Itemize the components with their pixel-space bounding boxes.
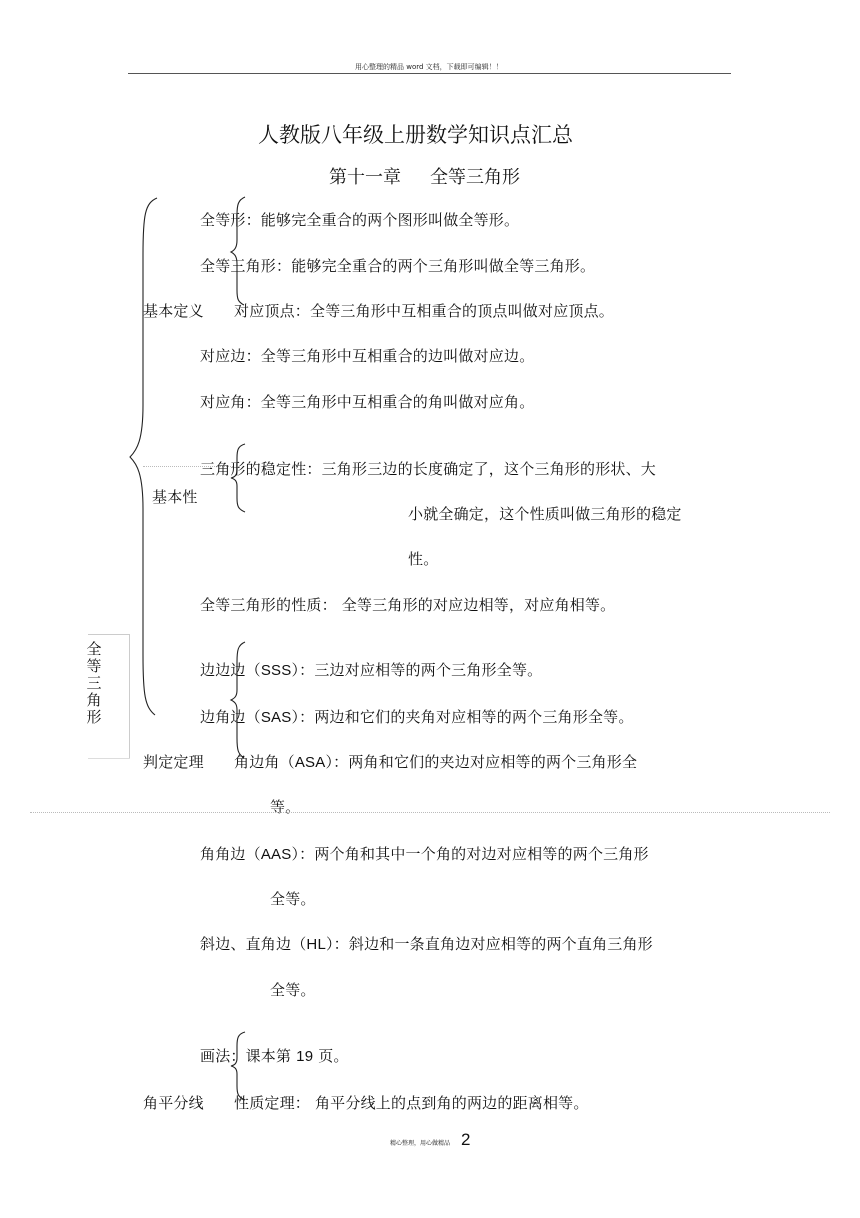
bisector-drawing-page: 19 [296,1048,314,1065]
criterion-sas [200,706,634,727]
page-footer: 精心整理，用心做精品 [390,1140,451,1147]
criterion-aas-continuation: 全等。 [270,890,316,908]
criteria-brace [228,640,248,760]
side-box-top [88,634,130,635]
criterion-sss [200,659,542,680]
definition-congruent-figure: 全等形：能够完全重合的两个图形叫做全等形。 [200,211,520,229]
bisector-drawing-prefix: 画法：课本第 [200,1047,297,1065]
chapter-name: 全等三角形 [430,167,520,188]
definition-corresponding-vertex: 对应顶点：全等三角形中互相重合的顶点叫做对应顶点。 [234,302,615,320]
criterion-hl [200,933,653,954]
criterion-asa [234,751,637,772]
definition-corresponding-side: 对应边：全等三角形中互相重合的边叫做对应边。 [200,347,535,365]
document-title: 人教版八年级上册数学知识点汇总 [258,123,573,147]
criterion-asa-text: ）：两角和它们的夹边对应相等的两个三角形全 [325,753,638,771]
criterion-aas-text: ）：两个角和其中一个角的对边对应相等的两个三角形 [291,845,649,863]
criterion-sas-prefix: 边角边（ [200,708,261,726]
criterion-aas-code: AAS [260,846,292,863]
criterion-hl-prefix: 斜边、直角边（ [200,935,307,953]
page-header: 用心整理的精品 word 文档，下载即可编辑！！ [355,63,503,71]
side-label: 全等三角形 [86,640,102,726]
criterion-asa-prefix: 角边角（ [234,753,295,771]
criterion-sss-code: SSS [260,662,292,679]
bisector-drawing-suffix: 页。 [313,1047,349,1065]
chapter-number: 第十一章 [329,167,401,188]
congruent-property: 全等三角形的性质： 全等三角形的对应边相等，对应角相等。 [200,596,616,614]
criterion-aas-prefix: 角角边（ [200,845,261,863]
page-number: 2 [461,1130,471,1149]
bisector-drawing [200,1045,349,1066]
side-box-bottom [88,758,130,759]
definition-corresponding-angle: 对应角：全等三角形中互相重合的角叫做对应角。 [200,393,535,411]
stability-line-3: 性。 [408,550,439,568]
side-box-right [129,634,130,758]
bisector-label: 角平分线 [143,1094,204,1112]
page-dotted-divider [30,812,830,813]
criterion-sas-text: ）：两边和它们的夹角对应相等的两个三角形全等。 [291,708,634,726]
criterion-sas-code: SAS [260,709,292,726]
criterion-asa-code: ASA [294,754,326,771]
criteria-label: 判定定理 [143,753,204,771]
basic-definition-label: 基本定义 [143,302,204,320]
definition-congruent-triangle: 全等三角形：能够完全重合的两个三角形叫做全等三角形。 [200,257,596,275]
criterion-hl-text: ）：斜边和一条直角边对应相等的两个直角三角形 [325,935,653,953]
stability-line-1: 三角形的稳定性：三角形三边的长度确定了，这个三角形的形状、大 [200,460,657,478]
criterion-aas [200,843,649,864]
criterion-hl-code: HL [306,936,326,953]
basic-property-label: 基本性 [152,488,198,506]
criterion-asa-continuation: 等。 [270,798,301,816]
criterion-sss-text: ）：三边对应相等的两个三角形全等。 [291,661,543,679]
header-rule [128,73,731,74]
bisector-property: 性质定理： 角平分线上的点到角的两边的距离相等。 [234,1094,589,1112]
criterion-hl-continuation: 全等。 [270,981,316,999]
stability-line-2: 小就全确定，这个性质叫做三角形的稳定 [408,505,682,523]
outer-brace [125,195,165,720]
criterion-sss-prefix: 边边边（ [200,661,261,679]
